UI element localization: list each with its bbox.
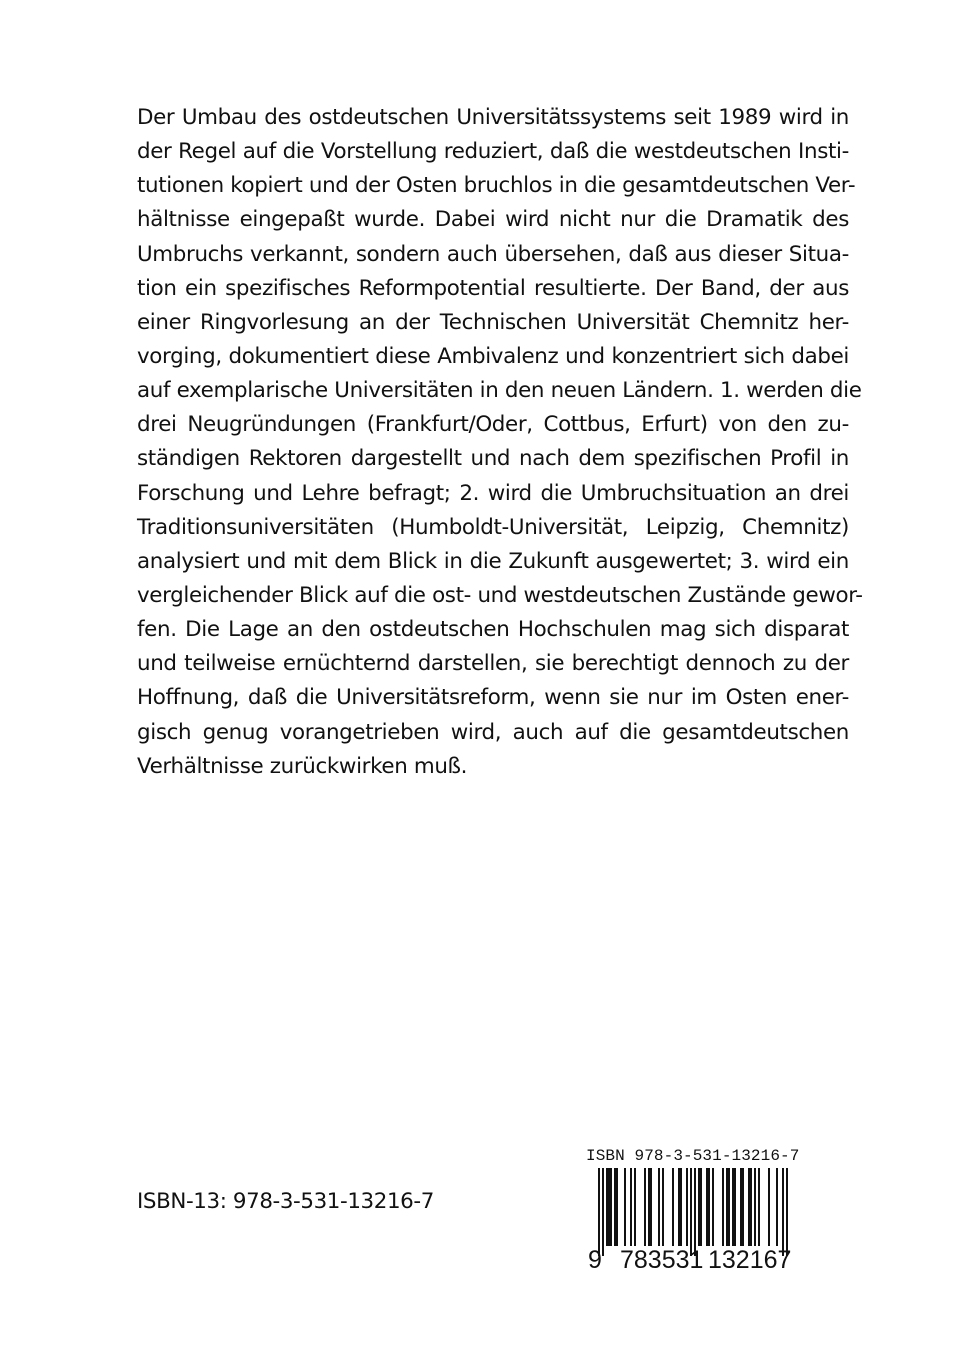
barcode-bar [706, 1168, 708, 1246]
blurb-line: der Regel auf die Vorstellung reduziert, daß die westdeutschen Insti- [137, 139, 849, 165]
blurb-line: Umbruchs verkannt, sondern auch übersehen, daß aus dieser Situa- [137, 241, 849, 267]
barcode-bar [648, 1168, 650, 1246]
barcode-bar [768, 1168, 770, 1246]
barcode-bar [732, 1168, 734, 1246]
barcode-bar [658, 1168, 660, 1246]
blurb-line: tutionen kopiert und der Osten bruchlos in die gesamtdeutschen Ver- [137, 173, 856, 199]
blurb-line: Traditionsuniversitäten (Humboldt-Universität, Leipzig, Chemnitz) [137, 514, 849, 540]
barcode-bar [602, 1168, 604, 1256]
blurb-line: vorging, dokumentiert diese Ambivalenz und konzentriert sich dabei [137, 343, 849, 369]
back-cover-blurb [137, 101, 863, 784]
barcode-bar [698, 1168, 700, 1246]
barcode-bar [728, 1168, 730, 1246]
barcode-bar [758, 1168, 760, 1246]
isbn-barcode [582, 1143, 804, 1283]
barcode-bar [614, 1168, 616, 1246]
blurb-line: hältnisse eingepaßt wurde. Dabei wird nicht nur die Dramatik des [137, 207, 849, 233]
barcode-bar [608, 1168, 610, 1246]
barcode-bar [686, 1168, 688, 1246]
barcode-bar [748, 1168, 750, 1246]
blurb-line: Forschung und Lehre befragt; 2. wird die Umbruchsituation an drei [137, 480, 849, 506]
barcode-bar [722, 1168, 724, 1246]
blurb-line: analysiert und mit dem Blick in die Zukunft ausgewertet; 3. wird ein [137, 548, 849, 574]
barcode-bar [624, 1168, 626, 1246]
barcode-bar [662, 1168, 664, 1246]
barcode-bar [726, 1168, 728, 1246]
barcode-bar [630, 1168, 632, 1246]
barcode-bar [700, 1168, 702, 1246]
barcode-bar [712, 1168, 714, 1246]
barcode-bar [776, 1168, 778, 1246]
barcode-bar [610, 1168, 612, 1246]
barcode-bar [680, 1168, 682, 1246]
barcode-digits-left: 783531 [620, 1246, 704, 1274]
blurb-line: tion ein spezifisches Reformpotential resultierte. Der Band, der aus [137, 275, 849, 301]
barcode-isbn-text: ISBN 978-3-531-13216-7 [586, 1147, 800, 1165]
barcode-bar [678, 1168, 680, 1246]
barcode-bar [606, 1168, 608, 1246]
blurb-line: vergleichender Blick auf die ost- und westdeutschen Zustände gewor- [137, 582, 863, 608]
barcode-bar [634, 1168, 636, 1246]
blurb-line: fen. Die Lage an den ostdeutschen Hochschulen mag sich disparat [137, 617, 849, 643]
blurb-line: drei Neugründungen (Frankfurt/Oder, Cottbus, Erfurt) von den zu- [137, 412, 849, 438]
blurb-line: und teilweise ernüchternd darstellen, sie berechtigt dennoch zu der [137, 651, 849, 677]
barcode-bar [650, 1168, 652, 1246]
barcode-bar [754, 1168, 756, 1246]
barcode-bar [742, 1168, 744, 1246]
barcode-bar [616, 1168, 618, 1246]
blurb-line: auf exemplarische Universitäten in den neuen Ländern. 1. werden die [137, 378, 862, 404]
barcode-bar [740, 1168, 742, 1246]
barcode-bar [644, 1168, 646, 1246]
blurb-line: gisch genug vorangetrieben wird, auch auf die gesamtdeutschen [137, 719, 849, 745]
barcode-bar [672, 1168, 674, 1246]
isbn-13-label: ISBN-13: 978-3-531-13216-7 [137, 1189, 434, 1214]
blurb-line: ständigen Rektoren dargestellt und nach dem spezifischen Profil in [137, 446, 849, 472]
blurb-line: Verhältnisse zurückwirken muß. [137, 753, 468, 779]
barcode-bar [734, 1168, 736, 1246]
barcode-bar [708, 1168, 710, 1246]
barcode-digits-right: 132167 [708, 1246, 792, 1274]
barcode-bar [750, 1168, 752, 1246]
blurb-line: Der Umbau des ostdeutschen Universitätssystems seit 1989 wird in [137, 105, 849, 130]
blurb-line: einer Ringvorlesung an der Technischen Universität Chemnitz her- [137, 309, 849, 335]
barcode-digit-first: 9 [588, 1246, 602, 1274]
blurb-line: Hoffnung, daß die Universitätsreform, wenn sie nur im Osten ener- [137, 685, 849, 711]
